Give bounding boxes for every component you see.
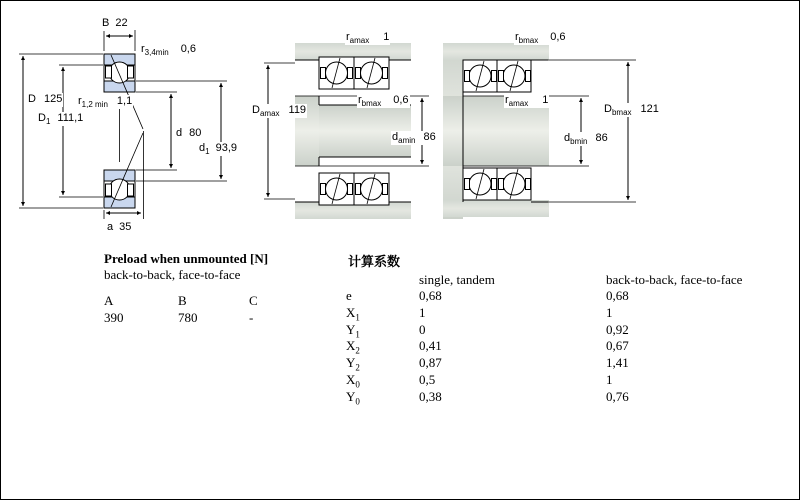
- dim-label-d: [175, 127, 202, 141]
- dim-symbol: d: [199, 142, 206, 154]
- dim-value: 1: [542, 94, 549, 106]
- dim-label-ramax-a: [345, 31, 390, 45]
- dim-value: 119: [288, 104, 307, 116]
- factor-value-paired: 1: [606, 371, 613, 387]
- factor-row-e: [346, 288, 629, 305]
- dim-symbol: r: [505, 94, 509, 106]
- dim-symbol: r: [141, 43, 145, 55]
- dim-symbol-sub: 1: [45, 117, 51, 127]
- dim-value: 0,6: [180, 43, 196, 55]
- dim-symbol-sub: 1: [205, 147, 210, 157]
- factor-row-Y2: [346, 355, 629, 372]
- dim-value: 93,9: [215, 142, 237, 154]
- preload-header-A: A: [104, 293, 114, 308]
- factor-label: $X_2$: [346, 338, 360, 356]
- factor-value-paired: 0,67: [606, 338, 629, 354]
- dim-symbol: r: [346, 31, 350, 43]
- dim-symbol: r: [515, 31, 519, 43]
- dim-symbol: a: [107, 221, 114, 233]
- factor-label: $Y_1$: [346, 321, 360, 340]
- dim-symbol: D: [28, 93, 36, 105]
- dim-symbol: d: [176, 127, 183, 139]
- dim-symbol-sub: 1,2 min: [81, 100, 108, 110]
- factor-label: e: [346, 288, 352, 303]
- factors-rows: [346, 288, 629, 406]
- factor-value-paired: 0,68: [606, 288, 629, 303]
- dim-symbol: r: [78, 95, 82, 107]
- dim-value: 1: [383, 31, 390, 43]
- dim-symbol-sub: 3,4min: [144, 48, 169, 58]
- factor-row-Y1: [346, 322, 629, 339]
- factors-col1-header: single, tandem: [419, 272, 495, 287]
- dim-label-dbmin: [563, 132, 609, 146]
- factor-value-single: 0,87: [419, 355, 442, 371]
- dim-label-ramax-b: [504, 94, 549, 108]
- preload-value-A: 390: [104, 310, 124, 325]
- factor-value-single: 0,5: [419, 371, 436, 387]
- factor-row-Y0: [346, 389, 629, 406]
- dim-value: 121: [640, 103, 659, 115]
- dim-symbol-sub: amax: [259, 109, 280, 119]
- dim-symbol-sub: amax: [508, 99, 529, 109]
- dim-label-r34min: [140, 43, 197, 57]
- dim-symbol: D: [38, 112, 46, 124]
- dim-symbol: D: [604, 103, 612, 115]
- dim-value: 80: [189, 127, 202, 139]
- factor-row-X2: [346, 338, 629, 355]
- factor-value-single: 0,41: [419, 338, 442, 354]
- factor-row-X1: [346, 305, 629, 322]
- factor-value-paired: 1,41: [606, 355, 629, 371]
- dim-value: 86: [423, 131, 436, 143]
- dim-label-a: [106, 221, 132, 235]
- dim-label-d1: [198, 142, 238, 156]
- dim-symbol-sub: bmax: [361, 99, 382, 109]
- dim-value: 0,6: [550, 31, 566, 43]
- factor-value-single: 0,68: [419, 288, 442, 303]
- dim-symbol: B: [102, 17, 110, 29]
- factor-value-single: 1: [419, 304, 426, 320]
- dim-label-D: [27, 93, 63, 107]
- dim-symbol: d: [564, 132, 571, 144]
- preload-header-C: C: [249, 293, 258, 308]
- preload-header-row: [104, 293, 289, 309]
- dim-symbol: D: [252, 104, 260, 116]
- dim-symbol-sub: bmax: [611, 108, 632, 118]
- technical-drawings: [1, 1, 800, 251]
- factor-label: $X_0$: [346, 371, 360, 390]
- dim-value: 125: [43, 93, 63, 105]
- dim-label-r12min: [77, 95, 133, 109]
- dim-label-Dbmax: [603, 103, 660, 117]
- factor-value-paired: 0,92: [606, 321, 629, 337]
- preload-header-B: B: [178, 293, 187, 308]
- dim-label-Damax: [251, 104, 307, 118]
- factors-col2-header: back-to-back, face-to-face: [606, 272, 743, 287]
- dim-label-damin: [391, 131, 437, 145]
- abutment-b-figure: [443, 43, 636, 219]
- dim-label-B: [101, 17, 129, 31]
- dim-symbol-sub: bmin: [570, 137, 588, 147]
- dim-symbol: d: [392, 131, 399, 143]
- dim-symbol-sub: amax: [349, 36, 370, 46]
- preload-value-C: -: [249, 310, 254, 325]
- preload-value-row: [104, 310, 289, 326]
- preload-table-title: Preload when unmounted [N]: [104, 251, 269, 266]
- dim-label-D1: [37, 112, 84, 126]
- dim-value: 35: [119, 221, 132, 233]
- factor-row-X0: [346, 372, 629, 389]
- factor-label: $Y_0$: [346, 388, 360, 407]
- factors-table-title: 计算系数: [348, 254, 401, 269]
- preload-table-subtitle: back-to-back, face-to-face: [104, 267, 241, 282]
- factor-value-single: 0,38: [419, 388, 442, 404]
- dim-value: 86: [595, 132, 608, 144]
- dim-label-rbmax-b: [514, 31, 567, 45]
- preload-value-B: 780: [178, 310, 198, 325]
- dim-symbol: r: [358, 94, 362, 106]
- dim-value: 111,1: [57, 112, 84, 124]
- factor-value-single: 0: [419, 321, 426, 337]
- dim-symbol-sub: amin: [398, 136, 416, 146]
- dim-value: 1,1: [116, 95, 133, 107]
- dim-value: 0,6: [393, 94, 409, 106]
- factor-label: $X_1$: [346, 304, 360, 323]
- dim-symbol-sub: bmax: [518, 36, 539, 46]
- factor-value-paired: 1: [606, 304, 613, 320]
- factor-label: $Y_2$: [346, 355, 360, 373]
- dim-label-rbmax-a: [357, 94, 410, 108]
- factor-value-paired: 0,76: [606, 388, 629, 404]
- dim-value: 22: [115, 17, 128, 29]
